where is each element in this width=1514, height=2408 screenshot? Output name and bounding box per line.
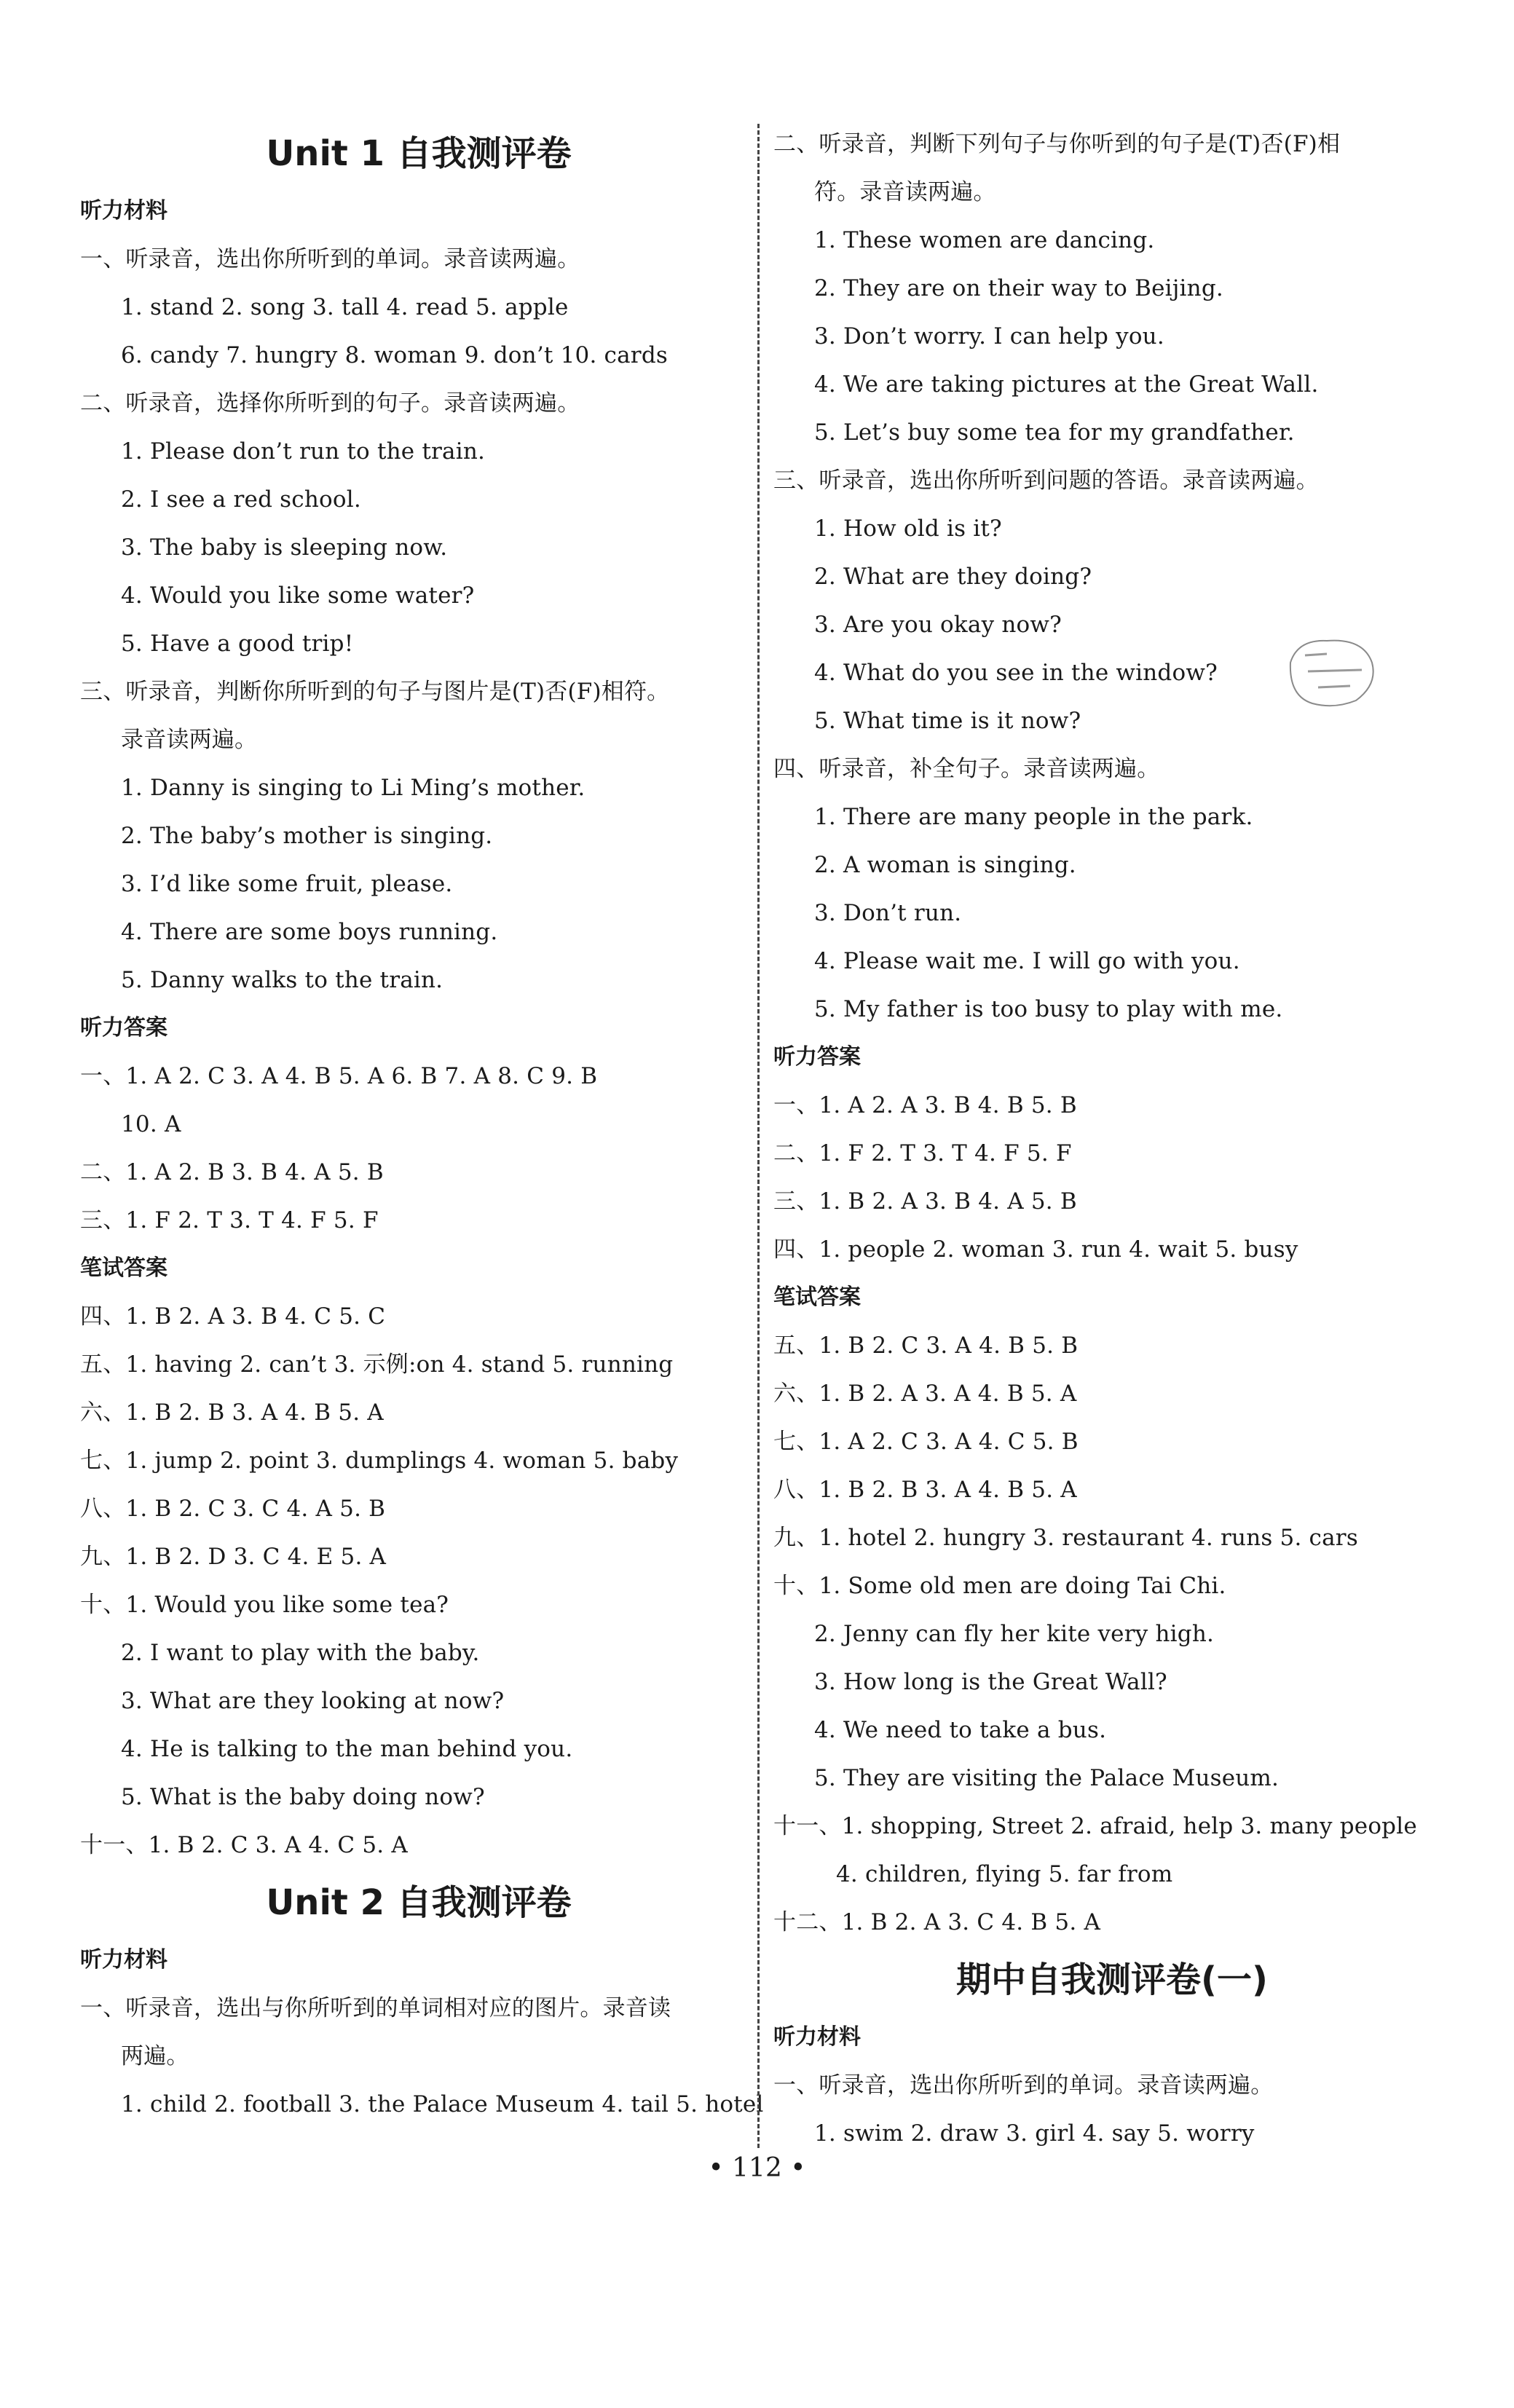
question-line: 二、听录音，选择你所听到的句子。录音读两遍。 <box>80 390 580 417</box>
question-line: 四、1. B 2. A 3. B 4. C 5. C <box>80 1303 386 1330</box>
answer-line: 3. How long is the Great Wall? <box>814 1669 1167 1695</box>
answer-line: 3. Don’t worry. I can help you. <box>814 323 1164 350</box>
question-line: 十一、1. shopping, Street 2. afraid, help 3. many people <box>773 1813 1417 1839</box>
question-line: 十、1. Some old men are doing Tai Chi. <box>773 1573 1226 1599</box>
answer-line: 4. Would you like some water? <box>121 583 475 609</box>
answer-line: 1. stand 2. song 3. tall 4. read 5. apple <box>121 294 569 320</box>
answer-line: 4. We need to take a bus. <box>814 1717 1107 1743</box>
question-line: 二、听录音，判断下列句子与你听到的句子是(T)否(F)相 <box>773 131 1341 157</box>
subsection-heading: 笔试答案 <box>773 1284 861 1310</box>
question-line: 三、1. B 2. A 3. B 4. A 5. B <box>773 1188 1077 1215</box>
section-title: Unit 1 自我测评卷 <box>266 133 572 174</box>
question-line: 一、听录音，选出你所听到的单词。录音读两遍。 <box>80 246 580 272</box>
answer-line: 5. Danny walks to the train. <box>121 967 443 993</box>
question-line: 二、1. F 2. T 3. T 4. F 5. F <box>773 1140 1072 1167</box>
answer-line: 符。录音读两遍。 <box>814 179 996 205</box>
answer-line: 1. Danny is singing to Li Ming’s mother. <box>121 775 586 801</box>
subsection-heading: 听力材料 <box>80 198 167 224</box>
answer-line: 2. They are on their way to Beijing. <box>814 275 1223 301</box>
section-title: 期中自我测评卷(一) <box>956 1959 1268 2000</box>
column-divider <box>757 124 760 2148</box>
answer-line: 5. My father is too busy to play with me. <box>814 996 1283 1022</box>
question-line: 七、1. A 2. C 3. A 4. C 5. B <box>773 1429 1079 1455</box>
answer-line: 3. I’d like some fruit, please. <box>121 871 453 897</box>
question-line: 三、听录音，选出你所听到问题的答语。录音读两遍。 <box>773 467 1319 494</box>
answer-line: 5. Let’s buy some tea for my grandfather. <box>814 419 1295 446</box>
question-line: 六、1. B 2. A 3. A 4. B 5. A <box>773 1381 1077 1407</box>
answer-line: 6. candy 7. hungry 8. woman 9. don’t 10. cards <box>121 342 668 368</box>
answer-line: 1. Please don’t run to the train. <box>121 438 486 465</box>
answer-line: 4. What do you see in the window? <box>814 660 1218 686</box>
question-line: 十一、1. B 2. C 3. A 4. C 5. A <box>80 1832 408 1858</box>
page-number: • 112 • <box>708 2153 806 2183</box>
answer-line: 2. I want to play with the baby. <box>121 1640 480 1666</box>
answer-line: 3. What are they looking at now? <box>121 1688 505 1714</box>
answer-line: 10. A <box>121 1111 181 1137</box>
right-column <box>773 120 1451 2158</box>
left-column <box>80 120 764 2128</box>
answer-line: 4. Please wait me. I will go with you. <box>814 948 1240 974</box>
subsection-heading: 听力答案 <box>773 1044 861 1070</box>
question-line: 九、1. B 2. D 3. C 4. E 5. A <box>80 1544 387 1570</box>
answer-line: 5. They are visiting the Palace Museum. <box>814 1765 1280 1791</box>
question-line: 三、听录音，判断你所听到的句子与图片是(T)否(F)相符。 <box>80 679 670 705</box>
section-title: Unit 2 自我测评卷 <box>266 1882 572 1923</box>
question-line: 二、1. A 2. B 3. B 4. A 5. B <box>80 1159 384 1185</box>
answer-line: 2. I see a red school. <box>121 486 361 513</box>
answer-line: 3. Don’t run. <box>814 900 962 926</box>
question-line: 十二、1. B 2. A 3. C 4. B 5. A <box>773 1909 1101 1935</box>
question-line: 六、1. B 2. B 3. A 4. B 5. A <box>80 1400 384 1426</box>
answer-line: 2. Jenny can fly her kite very high. <box>814 1621 1215 1647</box>
question-line: 四、1. people 2. woman 3. run 4. wait 5. busy <box>773 1236 1298 1263</box>
answer-line: 1. swim 2. draw 3. girl 4. say 5. worry <box>814 2120 1255 2147</box>
question-line: 五、1. B 2. C 3. A 4. B 5. B <box>773 1333 1079 1359</box>
subsection-heading: 听力材料 <box>80 1947 167 1973</box>
answer-line: 录音读两遍。 <box>121 727 258 753</box>
question-line: 一、1. A 2. A 3. B 4. B 5. B <box>773 1092 1077 1118</box>
question-line: 五、1. having 2. can’t 3. 示例:on 4. stand 5. running <box>80 1351 674 1378</box>
answer-line: 2. A woman is singing. <box>814 852 1076 878</box>
answer-line: 4. He is talking to the man behind you. <box>121 1736 573 1762</box>
answer-line: 两遍。 <box>121 2043 189 2069</box>
question-line: 三、1. F 2. T 3. T 4. F 5. F <box>80 1207 379 1233</box>
answer-line: 1. child 2. football 3. the Palace Museum 4. tail 5. hotel <box>121 2091 764 2117</box>
answer-line: 4. There are some boys running. <box>121 919 498 945</box>
question-line: 八、1. B 2. B 3. A 4. B 5. A <box>773 1477 1077 1503</box>
answer-line: 2. The baby’s mother is singing. <box>121 823 493 849</box>
answer-line: 2. What are they doing? <box>814 564 1092 590</box>
answer-line: 4. We are taking pictures at the Great Wall. <box>814 371 1319 398</box>
answer-line: 5. Have a good trip! <box>121 631 354 657</box>
question-line: 九、1. hotel 2. hungry 3. restaurant 4. runs 5. cars <box>773 1525 1358 1551</box>
subsection-heading: 听力答案 <box>80 1015 167 1041</box>
answer-line: 1. How old is it? <box>814 516 1002 542</box>
question-line: 七、1. jump 2. point 3. dumplings 4. woman 5. baby <box>80 1448 679 1474</box>
question-line: 八、1. B 2. C 3. C 4. A 5. B <box>80 1496 386 1522</box>
question-line: 一、听录音，选出与你所听到的单词相对应的图片。录音读 <box>80 1995 671 2021</box>
answer-line: 1. There are many people in the park. <box>814 804 1253 830</box>
subsection-heading: 笔试答案 <box>80 1255 167 1281</box>
answer-line: 5. What time is it now? <box>814 708 1081 734</box>
answer-line: 3. The baby is sleeping now. <box>121 534 448 561</box>
question-line: 一、听录音，选出你所听到的单词。录音读两遍。 <box>773 2072 1274 2099</box>
question-line: 一、1. A 2. C 3. A 4. B 5. A 6. B 7. A 8. C 9. B <box>80 1063 598 1089</box>
answer-line: 5. What is the baby doing now? <box>121 1784 485 1810</box>
answer-line: 3. Are you okay now? <box>814 612 1062 638</box>
question-line: 四、听录音，补全句子。录音读两遍。 <box>773 756 1160 782</box>
answer-line: 4. children, flying 5. far from <box>836 1861 1173 1887</box>
answer-line: 1. These women are dancing. <box>814 227 1155 253</box>
homework-stamp-icon <box>1283 633 1379 712</box>
subsection-heading: 听力材料 <box>773 2024 861 2050</box>
question-line: 十、1. Would you like some tea? <box>80 1592 449 1618</box>
